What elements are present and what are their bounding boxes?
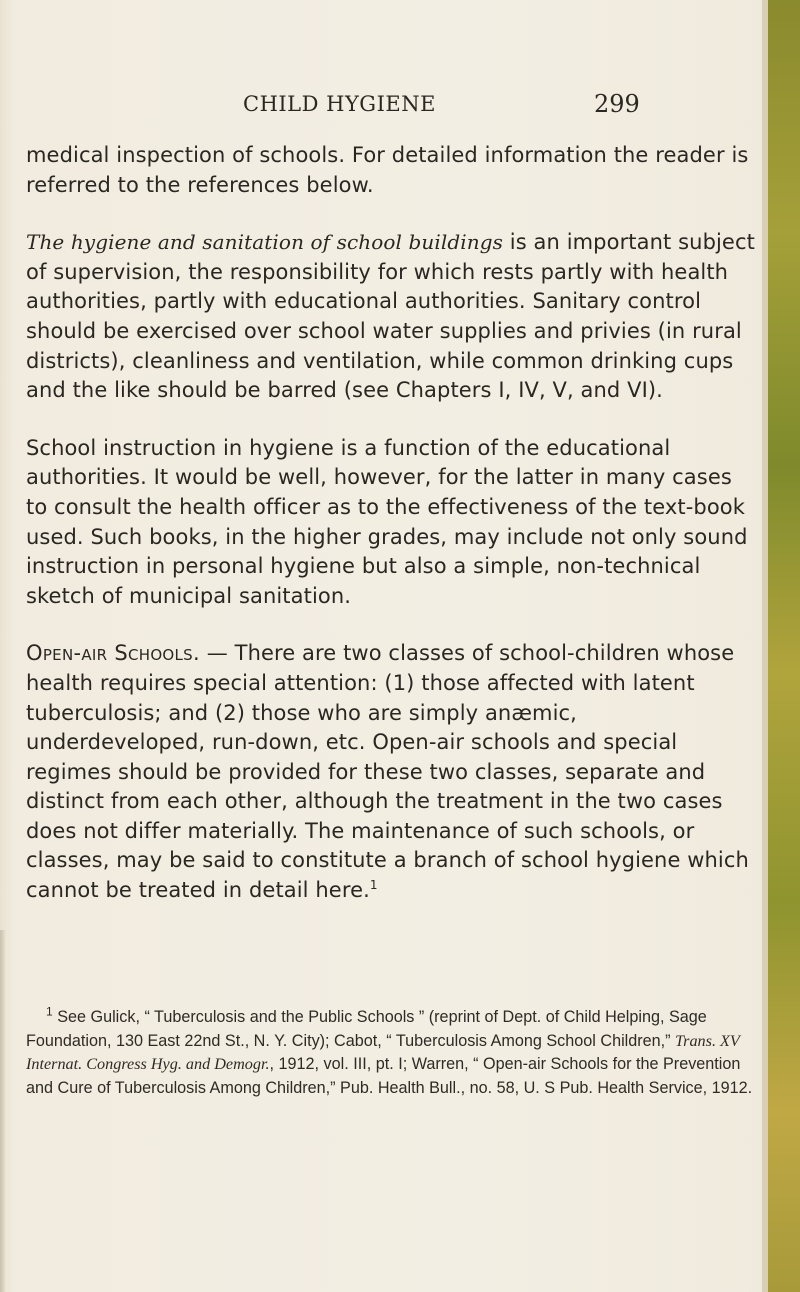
running-head: CHILD HYGIENE xyxy=(243,92,436,116)
body-text xyxy=(26,141,756,906)
footnote-mark: 1 xyxy=(46,1004,53,1019)
page-header xyxy=(0,88,762,128)
page-edge-strip xyxy=(762,0,800,1292)
paragraph-2-text: is an important subject of supervision, the responsibility for which rests partly with health authorities, partly with educational authorities. Sanitary control should be exercised over school water supplies and privies (in rural districts), cleanliness and ventilation, while common drinking cups and the like should be barred (see Chapters I, IV, V, and VI). xyxy=(26,230,755,403)
footnote-reference: 1 xyxy=(369,878,378,893)
paragraph-2 xyxy=(26,228,756,406)
section-heading-open-air-schools: Open-air Schools. xyxy=(26,641,200,666)
gutter-shadow xyxy=(0,930,6,1292)
paragraph-3: School instruction in hygiene is a function of the educational authorities. It would be well, however, for the latter in many cases to consult the health officer as to the effectiveness of the text-book used. Such books, in the higher grades, may include not only sound instruction in personal hygiene but also a simple, non-technical sketch of municipal sanitation. xyxy=(26,435,748,608)
footnote-text-a: See Gulick, “ Tuberculosis and the Public Schools ” (reprint of Dept. of Child Helping, Sage Foundation, 130 East 22nd St., N. Y. City); Cabot, “ Tuberculosis Among School Children,” xyxy=(26,1008,707,1050)
paragraph-4-text: — There are two classes of school-children whose health requires special attention: (1) those affected with latent tuberculosis; and (2) those who are simply anæmic, underdeveloped, run-down, etc. Open-air schools and special regimes should be provided for these two classes, separate and distinct from each other, although the treatment in the two cases does not differ materially. The maintenance of such schools, or classes, may be said to constitute a branch of school hygiene which cannot be treated in detail here. xyxy=(26,641,749,903)
paragraph-2-italic-lead: The hygiene and sanitation of school buildings xyxy=(26,230,504,255)
paragraph-4 xyxy=(26,639,756,905)
page-number: 299 xyxy=(594,90,640,118)
footnote-italic-citation: Trans. XV Internat. Congress Hyg. and Demogr. xyxy=(26,1031,740,1073)
footnote-text-b: , 1912, vol. III, pt. I; Warren, “ Open-air Schools for the Prevention and Cure of Tuberculosis Among Children,” Pub. Health Bull., no. 58, U. S Pub. Health Service, 1912. xyxy=(26,1055,753,1097)
paragraph-1: medical inspection of schools. For detailed information the reader is referred to the references below. xyxy=(26,143,749,197)
footnote xyxy=(26,1006,756,1100)
